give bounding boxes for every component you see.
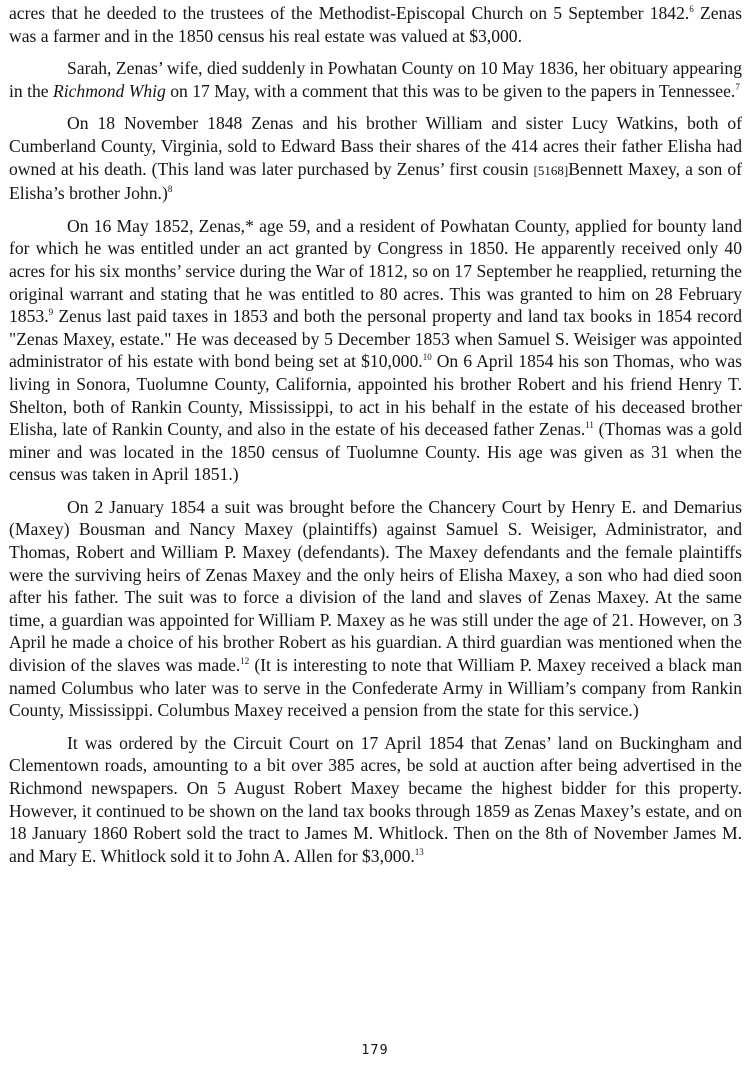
footnote-reference: 11 xyxy=(585,420,594,431)
paragraph-text: on 17 May, with a comment that this was to be given to the papers in Tennessee. xyxy=(165,80,736,101)
paragraph-text: On 2 January 1854 a suit was brought before the Chancery Court by Henry E. and Demarius (Maxey) Bousman and Nancy Maxey (plaintiffs) against Samuel S. Weisiger, Administrator, and Thomas, Robert and William P. Maxey (defendants). The Maxey defendants and the female plaintiffs were the surviving heirs of Zenas Maxey and the only heirs of Elisha Maxey, a son who had died soon after his father. The suit was to force a division of the land and slaves of Zenas Maxey. At the same time, a guardian was appointed for William P. Maxey as he was still under the age of 21. However, on 3 April he made a choice of his brother Robert as his guardian. A third guardian was mentioned when the division of the slaves was made. xyxy=(9,496,742,676)
document-page xyxy=(9,2,742,877)
paragraph-text: On 16 May 1852, Zenas,* age 59, and a resident of Powhatan County, applied for bounty land for which he was entitled under an act granted by Congress in 1850. He apparently received only 40 acres for his six months’ service during the War of 1812, so on 17 September he reapplied, returning the original warrant and stating that he was entitled to 80 acres. This was granted to him on 28 February 1853. xyxy=(9,215,742,327)
footnote-reference: 8 xyxy=(167,184,173,195)
footnote-reference: 6 xyxy=(689,4,694,14)
paragraph-5 xyxy=(9,496,742,722)
footnote-reference: 9 xyxy=(48,307,54,318)
paragraph-3 xyxy=(9,112,742,204)
footnote-reference: 13 xyxy=(414,846,424,857)
paragraph-text: On 18 November 1848 Zenas and his brother William and sister Lucy Watkins, both of Cumberland County, Virginia, sold to Edward Bass their shares of the 414 acres their father Elisha had owned at his death. (This land was later purchased by Zenus’ first cousin xyxy=(9,113,742,179)
paragraph-text: Bennett Maxey, a son of Elisha’s brother John.) xyxy=(9,158,742,204)
reference-number: [5168] xyxy=(533,162,569,178)
paragraph-6 xyxy=(9,732,742,868)
paragraph-text: It was ordered by the Circuit Court on 17 April 1854 that Zenas’ land on Buckingham and Clementown roads, amounting to a bit over 385 acres, be sold at auction after being advertised in the Richmond newspapers. On 5 August Robert Maxey became the highest bidder for this property. However, it continued to be shown on the land tax books through 1859 as Zenas Maxey’s estate, and on 18 January 1860 Robert sold the tract to James M. Whitlock. Then on the 8th of November James M. and Mary E. Whitlock sold it to John A. Allen for $3,000. xyxy=(9,732,742,866)
paragraph-text: On 6 April 1854 his son Thomas, who was living in Sonora, Tuolumne County, California, appointed his brother Robert and his friend Henry T. Shelton, both of Rankin County, Mississippi, to act in his behalf in the estate of his deceased brother Elisha, late of Rankin County, and also in the estate of his deceased father Zenas. xyxy=(9,351,742,440)
footnote-reference: 7 xyxy=(735,81,740,92)
paragraph-2 xyxy=(9,57,742,102)
paragraph-1 xyxy=(9,2,742,47)
paragraph-text: Zenas was a farmer and in the 1850 census his real estate was valued at $3,000. xyxy=(9,3,742,46)
page-number: 179 xyxy=(361,1042,389,1058)
paragraph-text: Zenus last paid taxes in 1853 and both the personal property and land tax books in 1854 record "Zenas Maxey, estate." He was deceased by 5 December 1853 when Samuel S. Weisiger was appointed administrator of his estate with bond being set at $10,000. xyxy=(9,306,742,372)
footnote-reference: 10 xyxy=(422,352,432,363)
body-text xyxy=(9,2,742,867)
footnote-reference: 12 xyxy=(240,656,250,667)
paragraph-4 xyxy=(9,215,742,486)
italic-title: Richmond Whig xyxy=(52,80,166,101)
paragraph-text: acres that he deeded to the trustees of the Methodist-Episcopal Church on 5 September 1842. xyxy=(9,3,690,23)
paragraph-text: Sarah, Zenas’ wife, died suddenly in Powhatan County on 10 May 1836, her obituary appearing in the xyxy=(9,58,742,101)
paragraph-text: (Thomas was a gold miner and was located in the 1850 census of Tuolumne County. His age was given as 31 when the census was taken in April 1851.) xyxy=(9,419,742,485)
paragraph-text: (It is interesting to note that William P. Maxey received a black man named Columbus who later was to serve in the Confederate Army in William’s company from Rankin County, Mississippi. Columbus Maxey received a pension from the state for this service.) xyxy=(9,655,742,721)
